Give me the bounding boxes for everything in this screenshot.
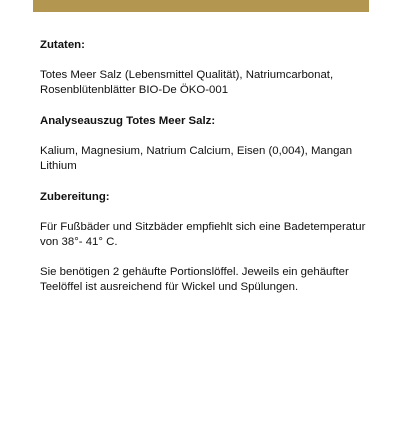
header-band bbox=[33, 0, 369, 12]
analysis-text: Kalium, Magnesium, Natrium Calcium, Eisen (0,004), Mangan Lithium bbox=[40, 145, 353, 172]
preparation-text-temperature: Für Fußbäder und Sitzbäder empfiehlt sich eine Badetemperatur von 38°- 41° C. bbox=[40, 221, 366, 248]
heading-zutaten: Zutaten: bbox=[40, 39, 85, 51]
heading-analyseauszug: Analyseauszug Totes Meer Salz: bbox=[40, 115, 216, 127]
heading-zubereitung: Zubereitung: bbox=[40, 191, 110, 203]
document-body bbox=[40, 38, 370, 295]
ingredients-text: Totes Meer Salz (Lebensmittel Qualität), Natriumcarbonat, Rosenblütenblätter BIO-De ÖKO-001 bbox=[40, 69, 334, 96]
preparation-text-dosage: Sie benötigen 2 gehäufte Portionslöffel. Jeweils ein gehäufter Teelöffel ist ausreichend für Wickel und Spülungen. bbox=[40, 266, 349, 293]
